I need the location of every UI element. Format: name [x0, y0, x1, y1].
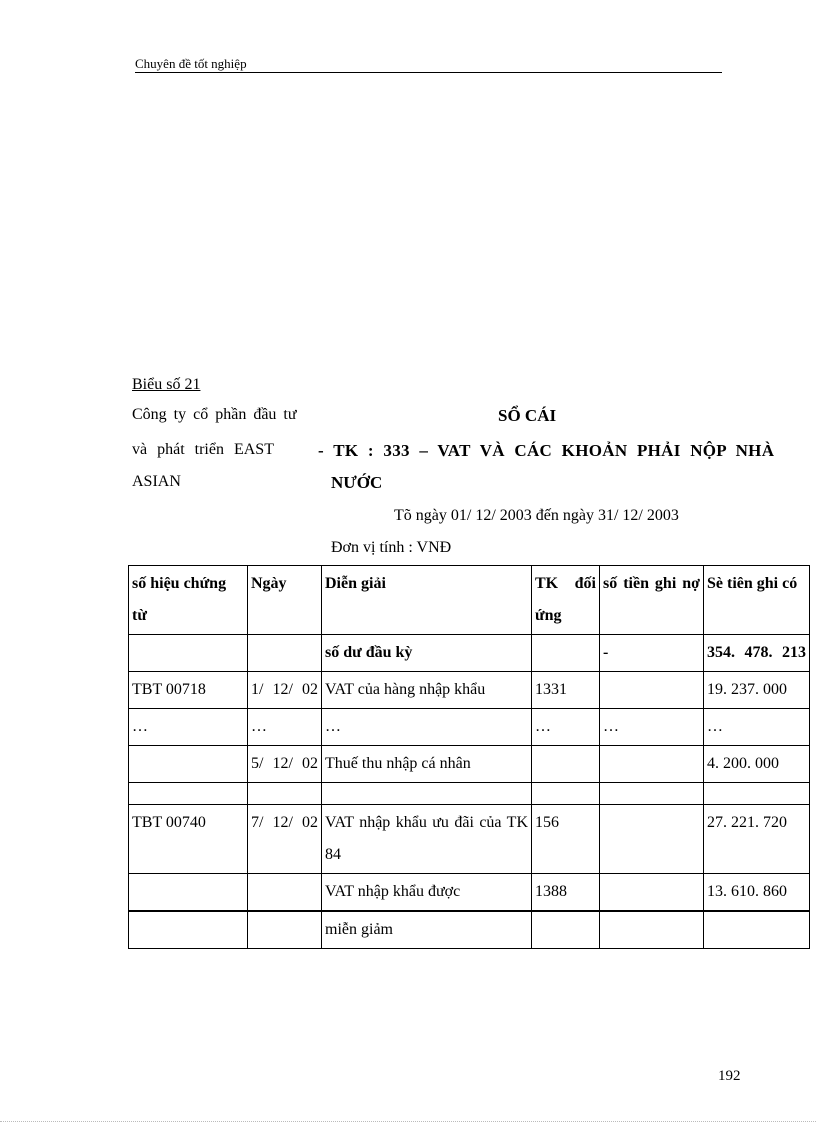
- table-row: [129, 874, 810, 912]
- account-title-line-2: NƯỚC: [331, 473, 383, 492]
- cell-credit: 4. 200. 000: [704, 746, 810, 783]
- page-bottom-divider: [0, 1121, 816, 1122]
- table-header-row: [129, 566, 810, 635]
- cell-contra-account: 1331: [532, 672, 600, 709]
- company-name-line-3: ASIAN: [132, 473, 181, 490]
- cell-debit: [600, 783, 704, 805]
- cell-debit: [600, 911, 704, 949]
- company-name-line-2: và phát triển EAST: [132, 441, 274, 458]
- column-header-contra-account: TK đối ứng: [532, 566, 600, 635]
- column-header-debit: số tiền ghi nợ: [600, 566, 704, 635]
- column-header-date: Ngày: [248, 566, 322, 635]
- cell-contra-account: [532, 746, 600, 783]
- cell-contra-account: 156: [532, 805, 600, 874]
- cell-description: …: [322, 709, 532, 746]
- cell-credit: 354. 478. 213: [704, 635, 810, 672]
- cell-date: 7/ 12/ 02: [248, 805, 322, 874]
- cell-voucher: [129, 746, 248, 783]
- cell-description: VAT của hàng nhập khẩu: [322, 672, 532, 709]
- date-range: Tõ ngày 01/ 12/ 2003 đến ngày 31/ 12/ 2003: [394, 507, 679, 524]
- cell-description: [322, 783, 532, 805]
- table-row: [129, 709, 810, 746]
- cell-voucher: [129, 635, 248, 672]
- cell-voucher: [129, 874, 248, 912]
- cell-contra-account: 1388: [532, 874, 600, 912]
- cell-date: 5/ 12/ 02: [248, 746, 322, 783]
- table-row: [129, 805, 810, 874]
- cell-voucher: [129, 783, 248, 805]
- column-header-description: Diễn giải: [322, 566, 532, 635]
- currency-unit: Đơn vị tính : VNĐ: [331, 539, 452, 556]
- cell-credit: …: [704, 709, 810, 746]
- cell-credit: [704, 911, 810, 949]
- cell-credit: 13. 610. 860: [704, 874, 810, 912]
- header-divider: [135, 72, 722, 73]
- table-row: [129, 911, 810, 949]
- cell-voucher: …: [129, 709, 248, 746]
- cell-description: Thuế thu nhập cá nhân: [322, 746, 532, 783]
- cell-contra-account: [532, 783, 600, 805]
- cell-voucher: TBT 00740: [129, 805, 248, 874]
- cell-date: [248, 783, 322, 805]
- cell-description: VAT nhập khẩu được: [322, 874, 532, 912]
- table-row: [129, 635, 810, 672]
- cell-date: [248, 874, 322, 912]
- table-row: [129, 783, 810, 805]
- cell-voucher: TBT 00718: [129, 672, 248, 709]
- table-row: [129, 672, 810, 709]
- document-header: Chuyên đề tốt nghiệp: [135, 56, 247, 71]
- cell-description: VAT nhập khẩu ưu đãi của TK 84: [322, 805, 532, 874]
- cell-credit: 27. 221. 720: [704, 805, 810, 874]
- cell-voucher: [129, 911, 248, 949]
- cell-debit: …: [600, 709, 704, 746]
- column-header-credit: Sè tiên ghi có: [704, 566, 810, 635]
- cell-contra-account: [532, 911, 600, 949]
- form-number: Biểu số 21: [132, 376, 201, 393]
- cell-debit: [600, 874, 704, 912]
- cell-date: 1/ 12/ 02: [248, 672, 322, 709]
- cell-credit: 19. 237. 000: [704, 672, 810, 709]
- table-row: [129, 746, 810, 783]
- cell-date: [248, 911, 322, 949]
- ledger-table: [128, 565, 810, 949]
- cell-credit: [704, 783, 810, 805]
- cell-date: …: [248, 709, 322, 746]
- company-name-line-1: Công ty cổ phần đầu tư: [132, 406, 297, 423]
- cell-debit: [600, 805, 704, 874]
- cell-debit: [600, 746, 704, 783]
- cell-contra-account: [532, 635, 600, 672]
- cell-description: số dư đầu kỳ: [322, 635, 532, 672]
- column-header-voucher-no: số hiệu chứng từ: [129, 566, 248, 635]
- cell-contra-account: …: [532, 709, 600, 746]
- cell-date: [248, 635, 322, 672]
- page-number: 192: [718, 1068, 741, 1084]
- cell-description: miễn giảm: [322, 911, 532, 949]
- ledger-title: SỔ CÁI: [498, 406, 557, 425]
- account-title-line-1: - TK : 333 – VAT VÀ CÁC KHOẢN PHẢI NỘP NHÀ: [318, 441, 775, 460]
- cell-debit: -: [600, 635, 704, 672]
- cell-debit: [600, 672, 704, 709]
